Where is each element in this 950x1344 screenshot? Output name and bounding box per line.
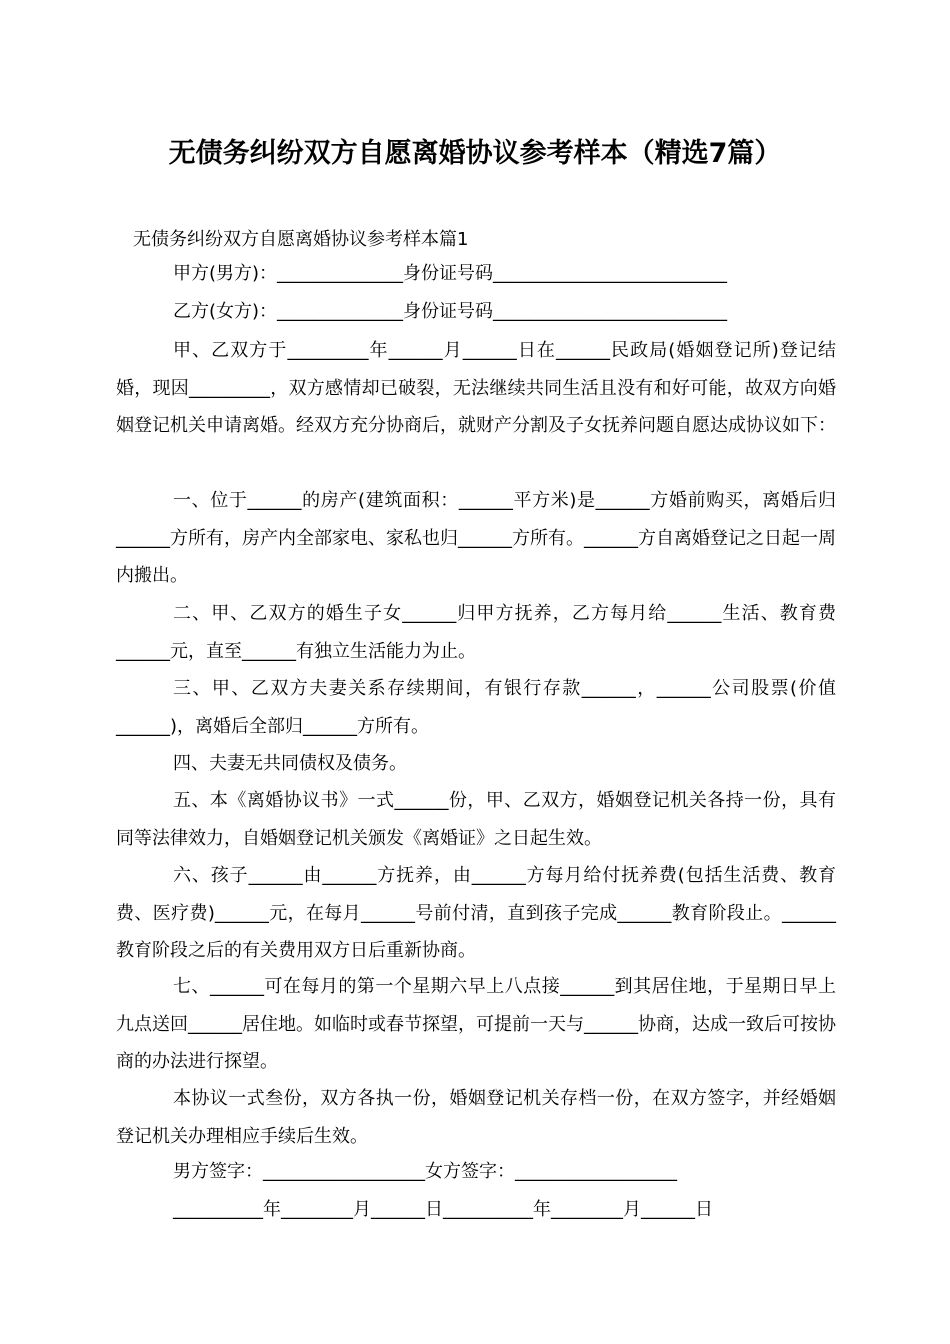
signature-line: 男方签字：__________________女方签字：__________________ xyxy=(173,1161,677,1182)
section-heading: 无债务纠纷双方自愿离婚协议参考样本篇1 xyxy=(133,229,469,250)
clause-1-paragraph: 一、位于______的房产(建筑面积：______平方米)是______方婚前购买，离婚后归______方所有，房产内全部家电、家私也归______方所有。______方自离婚登记之日起一周内搬出。 xyxy=(116,490,836,586)
intro-paragraph: 甲、乙双方于_________年______月______日在______民政局(婚姻登记所)登记结婚，现因_________，双方感情却已破裂，无法继续共同生活且没有和好可能，故双方向婚姻登记机关申请离婚。经双方充分协商后，就财产分割及子女抚养问题自愿达成协议如下： xyxy=(116,340,836,436)
closing-paragraph: 本协议一式叁份，双方各执一份，婚姻登记机关存档一份，在双方签字，并经婚姻登记机关办理相应手续后生效。 xyxy=(116,1088,836,1147)
clause-3-paragraph: 三、甲、乙双方夫妻关系存续期间，有银行存款______，______公司股票(价值______)，离婚后全部归______方所有。 xyxy=(116,678,836,737)
date-line: __________年________月______日__________年________月______日 xyxy=(173,1199,713,1220)
clause-5-paragraph: 五、本《离婚协议书》一式______份，甲、乙双方，婚姻登记机关各持一份，具有同等法律效力，自婚姻登记机关颁发《离婚证》之日起生效。 xyxy=(116,790,836,849)
clause-7-paragraph: 七、______可在每月的第一个星期六早上八点接______到其居住地，于星期日早上九点送回______居住地。如临时或春节探望，可提前一天与______协商，达成一致后可按协商的办法进行探望。 xyxy=(116,976,836,1072)
clause-4-paragraph: 四、夫妻无共同债权及债务。 xyxy=(173,753,407,774)
party-b-line: 乙方(女方)：______________身份证号码__________________________ xyxy=(173,301,728,322)
party-a-line: 甲方(男方)：______________身份证号码__________________________ xyxy=(173,263,728,284)
document-title: 无债务纠纷双方自愿离婚协议参考样本（精选7篇） xyxy=(168,138,782,169)
clause-2-paragraph: 二、甲、乙双方的婚生子女______归甲方抚养，乙方每月给______生活、教育费______元，直至______有独立生活能力为止。 xyxy=(116,603,836,662)
clause-6-paragraph: 六、孩子______由______方抚养，由______方每月给付抚养费(包括生活费、教育费、医疗费)______元，在每月______号前付清，直到孩子完成______教育阶段止。______教育阶段之后的有关费用双方日后重新协商。 xyxy=(116,865,836,961)
